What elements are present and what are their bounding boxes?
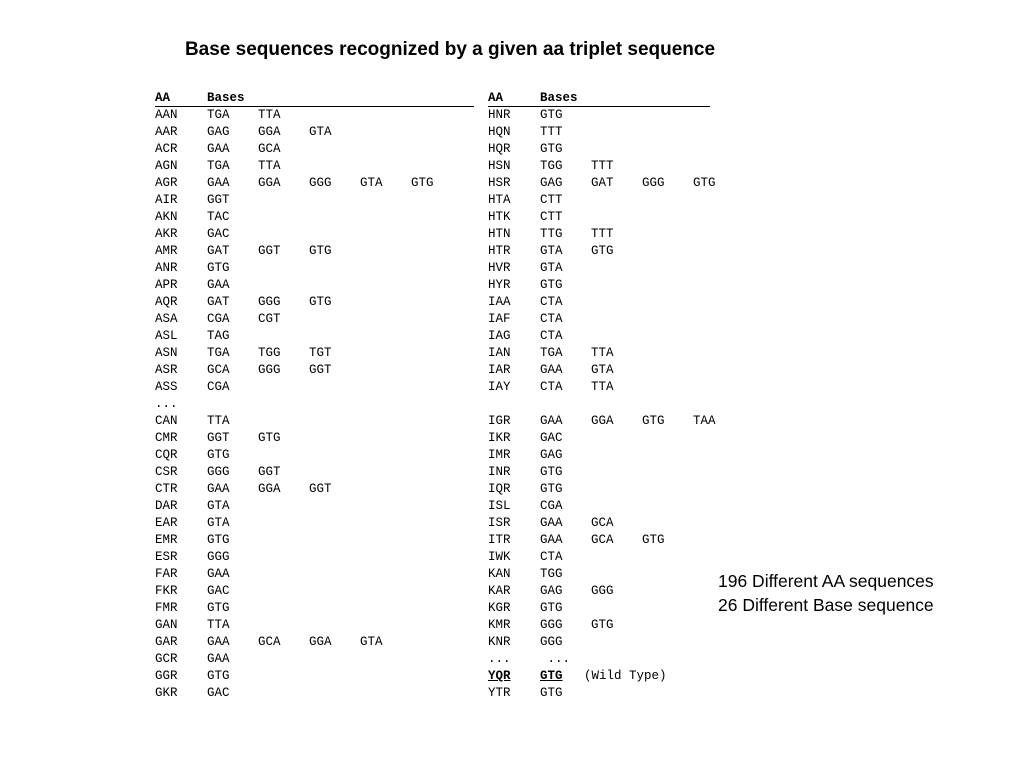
base-sequence: GGG bbox=[207, 465, 230, 479]
base-sequence: GAG bbox=[540, 448, 563, 462]
base-sequence: GGG bbox=[258, 363, 281, 377]
base-sequence: GGA bbox=[258, 482, 281, 496]
table-row bbox=[488, 515, 710, 532]
base-sequence: GAG bbox=[540, 176, 563, 190]
base-sequence: GCA bbox=[207, 363, 230, 377]
table-row bbox=[155, 209, 474, 226]
base-sequence: GTG bbox=[591, 244, 614, 258]
aa-triplet: AAN bbox=[155, 108, 178, 122]
table-row bbox=[488, 651, 710, 668]
base-sequence: CTA bbox=[540, 329, 563, 343]
base-sequence: GTG bbox=[693, 176, 716, 190]
aa-triplet: KAN bbox=[488, 567, 511, 581]
table-row bbox=[155, 464, 474, 481]
base-sequence: GAA bbox=[207, 567, 230, 581]
base-sequence: TAC bbox=[207, 210, 230, 224]
aa-triplet: KMR bbox=[488, 618, 511, 632]
aa-triplet: EMR bbox=[155, 533, 178, 547]
base-sequence-count: 26 Different Base sequence bbox=[718, 595, 934, 615]
base-sequence: GGT bbox=[258, 244, 281, 258]
base-sequence: GGG bbox=[207, 550, 230, 564]
base-sequence: GAA bbox=[540, 414, 563, 428]
base-sequence: GTG bbox=[540, 482, 563, 496]
base-sequence: GGA bbox=[309, 635, 332, 649]
base-sequence: GTA bbox=[360, 176, 383, 190]
table-row bbox=[488, 464, 710, 481]
base-sequence: TTA bbox=[207, 618, 230, 632]
aa-triplet: IAG bbox=[488, 329, 511, 343]
table-row bbox=[155, 566, 474, 583]
table-row bbox=[155, 549, 474, 566]
table-row bbox=[155, 243, 474, 260]
aa-triplet: CSR bbox=[155, 465, 178, 479]
aa-triplet: CMR bbox=[155, 431, 178, 445]
base-sequence: GTA bbox=[309, 125, 332, 139]
base-sequence: GTG bbox=[591, 618, 614, 632]
base-sequence: GCA bbox=[591, 516, 614, 530]
base-sequence: GTG bbox=[540, 142, 563, 156]
base-sequence: GCA bbox=[591, 533, 614, 547]
table-row bbox=[155, 158, 474, 175]
table-row bbox=[155, 481, 474, 498]
aa-triplet: ASN bbox=[155, 346, 178, 360]
base-sequence: GGG bbox=[540, 635, 563, 649]
table-row bbox=[488, 328, 710, 345]
base-sequence: GAT bbox=[207, 295, 230, 309]
table-row bbox=[488, 413, 716, 430]
base-sequence: GGG bbox=[642, 176, 665, 190]
table-row bbox=[155, 583, 474, 600]
table-row bbox=[155, 651, 474, 668]
base-sequence: CTA bbox=[540, 550, 563, 564]
table-row bbox=[488, 311, 710, 328]
base-sequence: GGT bbox=[207, 431, 230, 445]
table-row bbox=[155, 362, 474, 379]
aa-triplet: HTR bbox=[488, 244, 511, 258]
base-sequence: TTT bbox=[591, 227, 614, 241]
table-row bbox=[155, 277, 474, 294]
table-row bbox=[488, 209, 710, 226]
base-sequence: GAC bbox=[207, 227, 230, 241]
aa-triplet: KGR bbox=[488, 601, 511, 615]
aa-triplet: INR bbox=[488, 465, 511, 479]
aa-triplet: IWK bbox=[488, 550, 511, 564]
base-sequence: GAC bbox=[207, 686, 230, 700]
base-sequence: CGA bbox=[540, 499, 563, 513]
base-sequence: TTA bbox=[258, 108, 281, 122]
table-row bbox=[155, 328, 474, 345]
aa-triplet: AMR bbox=[155, 244, 178, 258]
base-sequence: TTT bbox=[540, 125, 563, 139]
table-row bbox=[488, 583, 710, 600]
base-sequence: CGA bbox=[207, 312, 230, 326]
base-sequence: TGT bbox=[309, 346, 332, 360]
aa-triplet: FMR bbox=[155, 601, 178, 615]
table-row bbox=[488, 498, 710, 515]
base-sequence: GTG bbox=[207, 261, 230, 275]
aa-triplet: HTN bbox=[488, 227, 511, 241]
aa-triplet: IGR bbox=[488, 414, 511, 428]
table-row bbox=[155, 124, 474, 141]
base-sequence: GTG bbox=[207, 669, 230, 683]
aa-triplet: CTR bbox=[155, 482, 178, 496]
base-sequence: CGA bbox=[207, 380, 230, 394]
base-sequence: GAC bbox=[540, 431, 563, 445]
base-sequence: GTG bbox=[540, 669, 563, 683]
table-row bbox=[155, 447, 474, 464]
base-sequence: GAG bbox=[207, 125, 230, 139]
table-row bbox=[155, 345, 474, 362]
base-sequence: CTT bbox=[540, 193, 563, 207]
base-sequence: GAA bbox=[540, 363, 563, 377]
table-row bbox=[155, 600, 474, 617]
sequence-table-left bbox=[155, 90, 474, 702]
aa-triplet: ASL bbox=[155, 329, 178, 343]
aa-triplet: IAF bbox=[488, 312, 511, 326]
aa-triplet: AKN bbox=[155, 210, 178, 224]
aa-triplet: AAR bbox=[155, 125, 178, 139]
table-row bbox=[488, 447, 710, 464]
base-sequence: GGT bbox=[309, 482, 332, 496]
base-sequence: GTG bbox=[540, 601, 563, 615]
base-sequence: GGG bbox=[258, 295, 281, 309]
base-sequence: GTA bbox=[360, 635, 383, 649]
table-row bbox=[488, 124, 710, 141]
table-row bbox=[488, 549, 710, 566]
base-sequence: GTG bbox=[411, 176, 434, 190]
table-row bbox=[488, 481, 710, 498]
base-sequence: TGA bbox=[207, 108, 230, 122]
base-sequence: GTG bbox=[540, 686, 563, 700]
aa-triplet: HNR bbox=[488, 108, 511, 122]
base-sequence: CTA bbox=[540, 312, 563, 326]
table-row bbox=[155, 515, 474, 532]
aa-triplet: GAN bbox=[155, 618, 178, 632]
table-header bbox=[488, 90, 710, 107]
table-row bbox=[155, 175, 474, 192]
base-sequence: TTA bbox=[207, 414, 230, 428]
base-sequence: TAG bbox=[207, 329, 230, 343]
table-row bbox=[155, 260, 474, 277]
aa-triplet: ASA bbox=[155, 312, 178, 326]
base-sequence: GTA bbox=[207, 516, 230, 530]
table-row bbox=[155, 634, 474, 651]
base-sequence: GGG bbox=[591, 584, 614, 598]
aa-column-header: AA bbox=[155, 91, 171, 105]
aa-triplet: FAR bbox=[155, 567, 178, 581]
table-row bbox=[488, 668, 710, 685]
bases-column-header: Bases bbox=[540, 91, 578, 105]
aa-triplet: HSR bbox=[488, 176, 511, 190]
table-row bbox=[488, 396, 710, 413]
base-sequence: GTA bbox=[591, 363, 614, 377]
aa-triplet: IMR bbox=[488, 448, 511, 462]
base-sequence: GGG bbox=[540, 618, 563, 632]
base-sequence: GAA bbox=[207, 278, 230, 292]
aa-triplet: YQR bbox=[488, 669, 511, 683]
table-row bbox=[155, 379, 474, 396]
base-sequence: GAA bbox=[540, 516, 563, 530]
table-row bbox=[488, 107, 710, 124]
aa-triplet: IAA bbox=[488, 295, 511, 309]
table-row bbox=[155, 396, 474, 413]
table-row bbox=[488, 617, 710, 634]
base-sequence: GCA bbox=[258, 142, 281, 156]
base-sequence: CTA bbox=[540, 380, 563, 394]
aa-triplet: FKR bbox=[155, 584, 178, 598]
base-sequence: TGA bbox=[540, 346, 563, 360]
base-sequence: TGA bbox=[207, 159, 230, 173]
aa-triplet: EAR bbox=[155, 516, 178, 530]
base-sequence: TTA bbox=[591, 380, 614, 394]
table-row bbox=[155, 192, 474, 209]
table-row bbox=[488, 294, 710, 311]
table-row bbox=[488, 192, 710, 209]
table-row bbox=[488, 175, 716, 192]
base-sequence: GTG bbox=[258, 431, 281, 445]
aa-triplet: IAN bbox=[488, 346, 511, 360]
table-row bbox=[488, 532, 710, 549]
table-row bbox=[488, 277, 710, 294]
base-sequence: GAA bbox=[540, 533, 563, 547]
base-sequence: TGA bbox=[207, 346, 230, 360]
base-sequence: GTG bbox=[540, 108, 563, 122]
aa-triplet: AGN bbox=[155, 159, 178, 173]
aa-triplet: HTK bbox=[488, 210, 511, 224]
aa-triplet: ANR bbox=[155, 261, 178, 275]
base-sequence: TGG bbox=[258, 346, 281, 360]
summary-text bbox=[718, 569, 934, 617]
base-sequence: TTA bbox=[591, 346, 614, 360]
aa-triplet: IAR bbox=[488, 363, 511, 377]
table-row bbox=[155, 226, 474, 243]
base-sequence: CTT bbox=[540, 210, 563, 224]
aa-triplet: GGR bbox=[155, 669, 178, 683]
base-sequence: GTG bbox=[642, 414, 665, 428]
aa-triplet: APR bbox=[155, 278, 178, 292]
base-sequence: GTG bbox=[207, 601, 230, 615]
table-row bbox=[488, 226, 710, 243]
base-sequence: GTG bbox=[540, 278, 563, 292]
base-sequence: GAA bbox=[207, 142, 230, 156]
table-row bbox=[488, 685, 710, 702]
aa-triplet: CAN bbox=[155, 414, 178, 428]
table-row bbox=[488, 379, 710, 396]
aa-triplet: ASS bbox=[155, 380, 178, 394]
base-sequence: GTG bbox=[540, 465, 563, 479]
table-row bbox=[155, 141, 474, 158]
table-row bbox=[155, 668, 474, 685]
aa-triplet: ... bbox=[155, 397, 178, 411]
aa-triplet: KAR bbox=[488, 584, 511, 598]
aa-triplet: ... bbox=[488, 652, 511, 666]
aa-triplet: CQR bbox=[155, 448, 178, 462]
aa-triplet: AKR bbox=[155, 227, 178, 241]
table-row bbox=[155, 311, 474, 328]
aa-triplet: HSN bbox=[488, 159, 511, 173]
base-sequence: GTA bbox=[540, 244, 563, 258]
base-sequence: GTA bbox=[540, 261, 563, 275]
aa-triplet: KNR bbox=[488, 635, 511, 649]
base-sequence: TTT bbox=[591, 159, 614, 173]
table-row bbox=[488, 141, 710, 158]
aa-triplet: DAR bbox=[155, 499, 178, 513]
base-sequence: TAA bbox=[693, 414, 716, 428]
base-sequence: GGG bbox=[309, 176, 332, 190]
base-sequence: TTG bbox=[540, 227, 563, 241]
base-sequence: GAA bbox=[207, 482, 230, 496]
base-sequence: GGA bbox=[258, 176, 281, 190]
table-row bbox=[155, 294, 474, 311]
aa-triplet: HTA bbox=[488, 193, 511, 207]
base-sequence: GAA bbox=[207, 176, 230, 190]
base-sequence: CGT bbox=[258, 312, 281, 326]
base-sequence: TGG bbox=[540, 159, 563, 173]
table-row bbox=[488, 158, 710, 175]
aa-triplet: HYR bbox=[488, 278, 511, 292]
aa-triplet: ESR bbox=[155, 550, 178, 564]
base-sequence: ... bbox=[540, 652, 571, 666]
table-header bbox=[155, 90, 474, 107]
base-sequence: GGT bbox=[258, 465, 281, 479]
aa-triplet: ITR bbox=[488, 533, 511, 547]
aa-triplet: GKR bbox=[155, 686, 178, 700]
base-sequence: GAT bbox=[591, 176, 614, 190]
base-sequence: GAA bbox=[207, 635, 230, 649]
aa-sequence-count: 196 Different AA sequences bbox=[718, 571, 934, 591]
base-sequence: GAT bbox=[207, 244, 230, 258]
aa-triplet: IAY bbox=[488, 380, 511, 394]
aa-triplet: ASR bbox=[155, 363, 178, 377]
base-sequence: GAG bbox=[540, 584, 563, 598]
table-row bbox=[488, 430, 710, 447]
base-sequence: TGG bbox=[540, 567, 563, 581]
table-row bbox=[155, 107, 474, 124]
aa-triplet: AQR bbox=[155, 295, 178, 309]
aa-triplet: HQR bbox=[488, 142, 511, 156]
table-row bbox=[155, 617, 474, 634]
table-row bbox=[488, 600, 710, 617]
aa-triplet: IQR bbox=[488, 482, 511, 496]
table-row bbox=[488, 243, 710, 260]
base-sequence: GAA bbox=[207, 652, 230, 666]
base-sequence: GTG bbox=[309, 244, 332, 258]
page-title: Base sequences recognized by a given aa triplet sequence bbox=[184, 39, 716, 60]
table-row bbox=[488, 634, 710, 651]
base-sequence: GTA bbox=[207, 499, 230, 513]
base-sequence: GGT bbox=[207, 193, 230, 207]
table-body bbox=[488, 107, 716, 702]
table-row bbox=[488, 566, 710, 583]
aa-triplet: IKR bbox=[488, 431, 511, 445]
sequence-table-right bbox=[488, 90, 716, 702]
base-sequence: GTG bbox=[642, 533, 665, 547]
table-row bbox=[155, 532, 474, 549]
aa-triplet: ACR bbox=[155, 142, 178, 156]
aa-triplet: GCR bbox=[155, 652, 178, 666]
base-sequence: GAC bbox=[207, 584, 230, 598]
table-row bbox=[155, 430, 474, 447]
base-sequence: GCA bbox=[258, 635, 281, 649]
table-body bbox=[155, 107, 474, 702]
base-sequence: TTA bbox=[258, 159, 281, 173]
aa-triplet: HVR bbox=[488, 261, 511, 275]
aa-triplet: GAR bbox=[155, 635, 178, 649]
table-row bbox=[488, 260, 710, 277]
aa-triplet: ISL bbox=[488, 499, 511, 513]
wild-type-note: (Wild Type) bbox=[584, 669, 667, 683]
aa-triplet: AGR bbox=[155, 176, 178, 190]
base-sequence: GTG bbox=[207, 533, 230, 547]
aa-triplet: AIR bbox=[155, 193, 178, 207]
table-row bbox=[155, 413, 474, 430]
aa-triplet: ISR bbox=[488, 516, 511, 530]
base-sequence: CTA bbox=[540, 295, 563, 309]
table-row bbox=[155, 498, 474, 515]
aa-triplet: HQN bbox=[488, 125, 511, 139]
base-sequence: GGT bbox=[309, 363, 332, 377]
base-sequence: GTG bbox=[309, 295, 332, 309]
table-row bbox=[488, 345, 710, 362]
base-sequence: GTG bbox=[207, 448, 230, 462]
aa-column-header: AA bbox=[488, 91, 504, 105]
bases-column-header: Bases bbox=[207, 91, 245, 105]
base-sequence: GGA bbox=[591, 414, 614, 428]
table-row bbox=[155, 685, 474, 702]
base-sequence: GGA bbox=[258, 125, 281, 139]
table-row bbox=[488, 362, 710, 379]
aa-triplet: YTR bbox=[488, 686, 511, 700]
